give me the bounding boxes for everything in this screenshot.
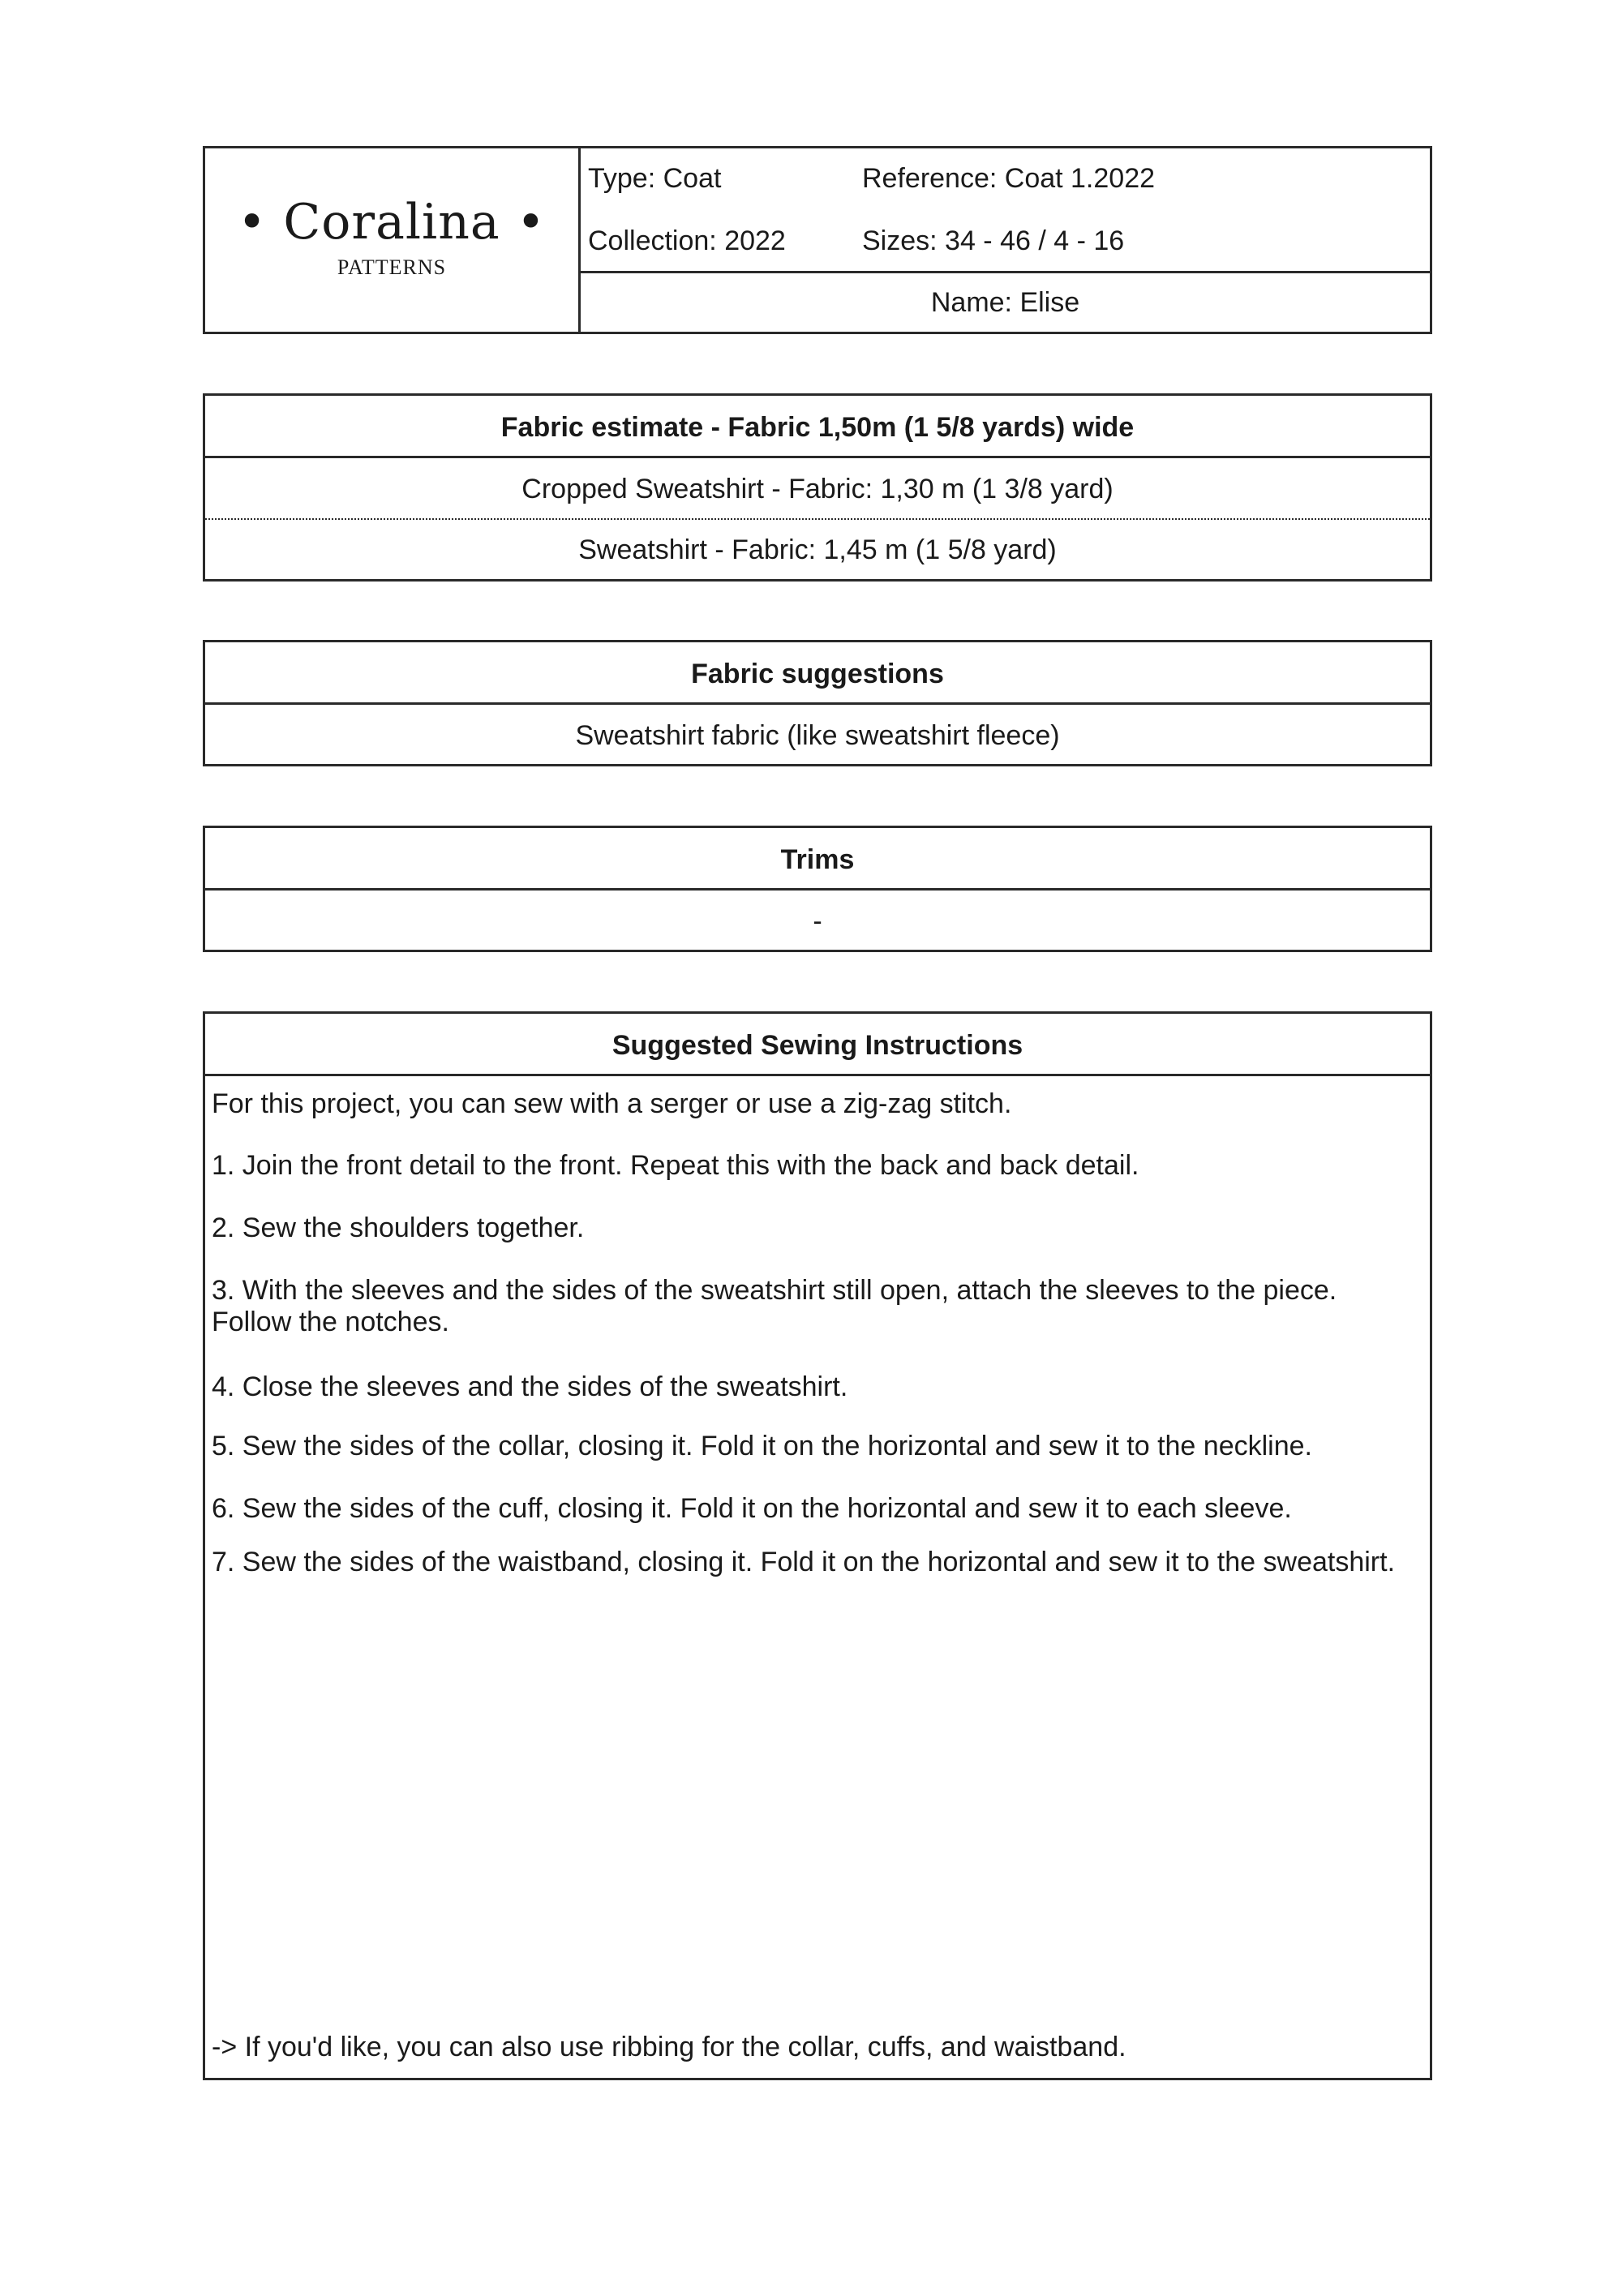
instruction-step: 6. Sew the sides of the cuff, closing it. Fold it on the horizontal and sew it to each sleeve. bbox=[212, 1493, 1292, 1524]
divider bbox=[205, 456, 1430, 458]
trims-value: - bbox=[813, 906, 822, 937]
fabric-estimate-row: Cropped Sweatshirt - Fabric: 1,30 m (1 3/8 yard) bbox=[521, 474, 1114, 504]
divider bbox=[205, 702, 1430, 705]
sewing-instructions-title: Suggested Sewing Instructions bbox=[611, 1030, 1023, 1061]
instruction-step: 4. Close the sleeves and the sides of the sweatshirt. bbox=[212, 1371, 848, 1402]
instruction-step: 5. Sew the sides of the collar, closing it. Fold it on the horizontal and sew it to the neckline. bbox=[212, 1431, 1312, 1461]
instruction-step: 7. Sew the sides of the waistband, closing it. Fold it on the horizontal and sew it to the sweatshirt. bbox=[212, 1547, 1396, 1577]
divider bbox=[205, 1074, 1430, 1076]
sewing-instructions-table bbox=[203, 1011, 1432, 2080]
dotted-divider bbox=[205, 518, 1430, 520]
collection-field: Collection: 2022 bbox=[588, 225, 786, 256]
sizes-field: Sizes: 34 - 46 / 4 - 16 bbox=[862, 225, 1125, 256]
brand-subtitle: PATTERNS bbox=[337, 255, 447, 279]
fabric-suggestions-table bbox=[203, 640, 1432, 766]
divider bbox=[205, 888, 1430, 891]
header-divider-horizontal bbox=[581, 271, 1430, 273]
reference-field: Reference: Coat 1.2022 bbox=[862, 163, 1156, 194]
fabric-estimate-table bbox=[203, 393, 1432, 582]
header-table bbox=[203, 146, 1432, 334]
fabric-suggestions-title: Fabric suggestions bbox=[691, 659, 944, 689]
instruction-step: 3. With the sleeves and the sides of the sweatshirt still open, attach the sleeves to the piece. Follow the notches. bbox=[212, 1275, 1337, 1337]
brand-name: • Coralina • bbox=[237, 194, 547, 251]
instructions-note: -> If you'd like, you can also use ribbing for the collar, cuffs, and waistband. bbox=[212, 2032, 1126, 2062]
fabric-suggestions-value: Sweatshirt fabric (like sweatshirt fleece) bbox=[575, 720, 1060, 751]
instructions-intro: For this project, you can sew with a serger or use a zig-zag stitch. bbox=[212, 1088, 1012, 1119]
trims-title: Trims bbox=[780, 844, 855, 875]
type-field: Type: Coat bbox=[588, 163, 722, 194]
fabric-estimate-row: Sweatshirt - Fabric: 1,45 m (1 5/8 yard) bbox=[578, 534, 1057, 565]
fabric-estimate-title: Fabric estimate - Fabric 1,50m (1 5/8 yards) wide bbox=[500, 412, 1135, 443]
name-field: Name: Elise bbox=[930, 287, 1080, 318]
brand-logo bbox=[205, 148, 578, 332]
instruction-step: 1. Join the front detail to the front. Repeat this with the back and back detail. bbox=[212, 1150, 1139, 1181]
trims-table bbox=[203, 826, 1432, 952]
instruction-step: 2. Sew the shoulders together. bbox=[212, 1212, 585, 1243]
